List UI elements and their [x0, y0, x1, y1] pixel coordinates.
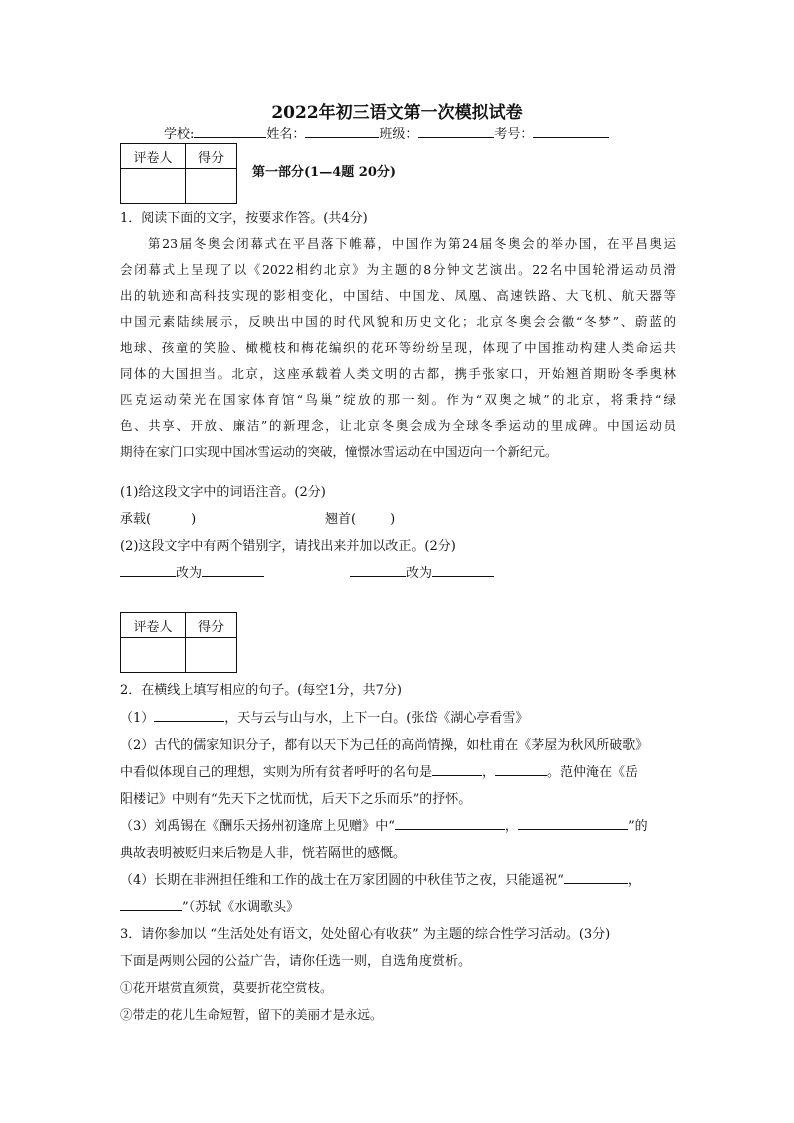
q1-word1: 承载( )	[120, 512, 197, 527]
q2-blank-7[interactable]	[120, 898, 182, 911]
q1-sub2: (2)这段文字中有两个错别字，请找出来并加以改正。(2分)	[120, 539, 456, 554]
class-label: 班级：	[379, 127, 419, 142]
passage-line: 色、共享、开放、廉洁”的新理念，让北京冬奥会成为全球冬季运动的里成碑。中国运动员	[120, 418, 676, 433]
student-info-line	[164, 123, 609, 142]
passage-line: 出的轨迹和高科技实现的影相变化，中国结、中国龙、凤凰、高速铁路、大飞机、航天器等	[120, 288, 676, 303]
passage-line: 会闭幕式上呈现了以《2022相约北京》为主题的8分钟文艺演出。22名中国轮滑运动员滑	[120, 262, 676, 277]
score-header: 得分	[186, 144, 237, 169]
q3-ad-2: ②带走的花儿生命短暂，留下的美丽才是永远。	[120, 1007, 383, 1022]
score-table-1	[120, 143, 237, 204]
exam-no-label: 考号：	[494, 127, 534, 142]
passage-line: 匹克运动荣光在国家体育馆“鸟巢”绽放的那一刻。作为“双奥之城”的北京，将秉持“绿	[120, 392, 676, 407]
q2-blank-5[interactable]	[518, 817, 628, 830]
exam-no-field[interactable]	[533, 124, 609, 138]
passage-line: 期待在家门口实现中国冰雪运动的突破，憧憬冰雪运动在中国迈向一个新纪元。	[120, 444, 558, 459]
grader-header: 评卷人	[121, 144, 186, 169]
name-label: 姓名：	[266, 127, 306, 142]
passage-line: 地球、孩童的笑脸、橄榄枝和梅花编织的花环等纷纷呈现，体现了中国推动构建人类命运共	[120, 340, 676, 355]
q2-item4-line2: ”（苏轼《水调歌头》	[120, 896, 299, 915]
q2-blank-2[interactable]	[432, 763, 482, 776]
school-label: 学校:	[164, 127, 195, 142]
part1-heading: 第一部分(1—4题 20分)	[252, 165, 397, 180]
q2-item3-line2: 典故表明被贬归来后物是人非，恍若隔世的感慨。	[120, 846, 407, 861]
q2-title: 2．在横线上填写相应的句子。(每空1分，共7分)	[120, 683, 402, 698]
q2-item1: （1） ，天与云与山与水，上下一白。(张岱《湖心亭看雪》	[120, 711, 529, 726]
school-field[interactable]	[194, 124, 266, 138]
passage-line: 中国元素陆续展示，反映出中国的时代风貌和历史文化；北京冬奥会会徽“冬梦”、蔚蓝的	[120, 314, 676, 329]
q2-blank-4[interactable]	[395, 817, 505, 830]
score-header: 得分	[186, 613, 237, 638]
q2-item4: （4）长期在非洲担任维和工作的战士在万家团圆的中秋佳节之夜，只能遥祝“ ，	[120, 873, 641, 888]
correct-char-blank-1[interactable]	[202, 564, 264, 577]
page-title: 2022年初三语文第一次模拟试卷	[271, 103, 523, 123]
q1-sub1: (1)给这段文字中的词语注音。(2分)	[120, 485, 326, 500]
q3-intro: 下面是两则公园的公益广告，请你任选一则，自选角度赏析。	[120, 954, 472, 969]
wrong-char-blank-2[interactable]	[350, 564, 406, 577]
score-cell[interactable]	[186, 638, 237, 673]
correct-char-blank-2[interactable]	[432, 564, 494, 577]
passage-line: 第23届冬奥会闭幕式在平昌落下帷幕，中国作为第24届冬奥会的举办国，在平昌奥运	[148, 236, 676, 251]
grader-cell[interactable]	[121, 638, 186, 673]
q1-correction-2: 改为	[350, 562, 494, 581]
q2-blank-3[interactable]	[495, 763, 547, 776]
q2-item3: （3）刘禹锡在《酬乐天扬州初逢席上见赠》中“ ， ”的	[120, 819, 648, 834]
grader-cell[interactable]	[121, 169, 186, 204]
q2-blank-1[interactable]	[154, 709, 224, 722]
q1-word2: 翘首( )	[325, 512, 396, 527]
name-field[interactable]	[305, 124, 379, 138]
q1-correction-1: 改为	[120, 562, 264, 581]
score-cell[interactable]	[186, 169, 237, 204]
grader-header: 评卷人	[121, 613, 186, 638]
score-table-2	[120, 612, 237, 673]
passage-line: 同体的大国担当。北京，这座承载着人类文明的古都，携手张家口，开始翘首期盼冬季奥林	[120, 366, 676, 381]
q2-item2-line2: 中看似体现自己的理想，实则为所有贫者呼吁的名句是 ， 。范仲淹在《岳	[120, 765, 639, 780]
wrong-char-blank-1[interactable]	[120, 564, 176, 577]
q1-title: 1．阅读下面的文字，按要求作答。(共4分)	[120, 211, 368, 226]
q2-blank-6[interactable]	[564, 871, 628, 884]
q3-title: 3．请你参加以 “生活处处有语文，处处留心有收获” 为主题的综合性学习活动。(3分)	[120, 927, 611, 942]
q3-ad-1: ①花开堪赏直须赏，莫要折花空赏枝。	[120, 980, 333, 995]
q1-passage	[120, 231, 676, 465]
q2-item2-line1: （2）古代的儒家知识分子，都有以天下为己任的高尚情操，如杜甫在《茅屋为秋风所破歌》	[120, 738, 649, 753]
class-field[interactable]	[418, 124, 494, 138]
q2-item2-line3: 阳楼记》中则有“先天下之忧而忧，后天下之乐而乐”的抒怀。	[120, 792, 472, 807]
